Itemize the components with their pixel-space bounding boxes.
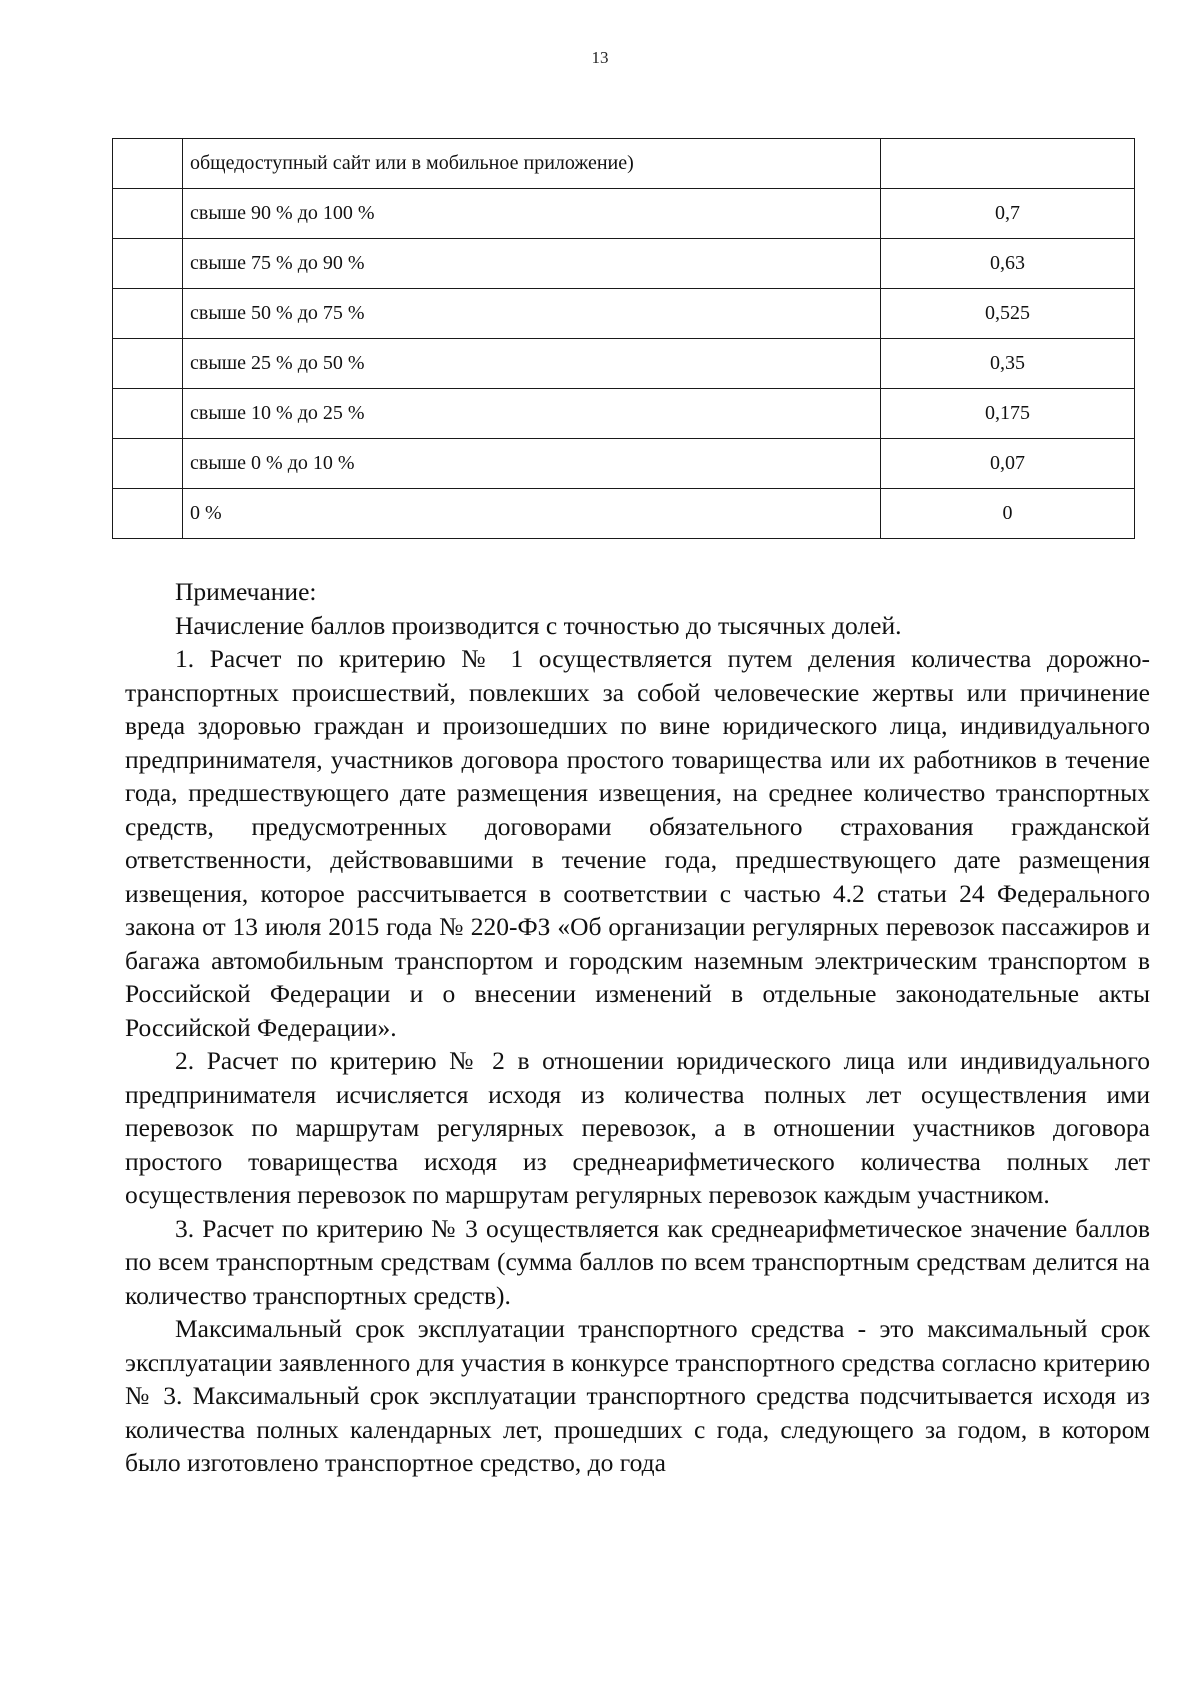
table-row <box>113 239 1135 289</box>
row-description-cell: свыше 0 % до 10 % <box>183 439 881 489</box>
row-description-cell: 0 % <box>183 489 881 539</box>
note-heading: Примечание: <box>175 577 317 606</box>
row-number-cell <box>113 139 183 189</box>
table-row <box>113 389 1135 439</box>
row-value-cell: 0 <box>881 489 1135 539</box>
note-paragraph: 2. Расчет по критерию № 2 в отношении юридического лица или индивидуального предпринимателя исчисляется исходя из количества полных лет осуществления ими перевозок по маршрутам регулярных перевозок, а в отношении участников договора простого товарищества исходя из среднеарифметического количества полных лет осуществления перевозок по маршрутам регулярных перевозок каждым участником. <box>125 1046 1150 1209</box>
row-value-cell: 0,525 <box>881 289 1135 339</box>
table-row <box>113 339 1135 389</box>
row-value-cell: 0,35 <box>881 339 1135 389</box>
row-value-cell <box>881 139 1135 189</box>
page-number: 13 <box>591 48 609 67</box>
criteria-table <box>112 138 1135 539</box>
note-paragraph: Начисление баллов производится с точностью до тысячных долей. <box>175 610 902 640</box>
row-number-cell <box>113 339 183 389</box>
table-row <box>113 289 1135 339</box>
criteria-table-body <box>113 139 1135 539</box>
table-row <box>113 439 1135 489</box>
row-description-cell: свыше 10 % до 25 % <box>183 389 881 439</box>
row-number-cell <box>113 289 183 339</box>
note-paragraph: Максимальный срок эксплуатации транспортного средства - это максимальный срок эксплуатации заявленного для участия в конкурсе транспортного средства согласно критерию № 3. Максимальный срок эксплуатации транспортного средства подсчитывается исходя из количества полных календарных лет, прошедших с года, следующего за годом, в котором было изготовлено транспортное средство, до года <box>125 1314 1150 1477</box>
table-row <box>113 489 1135 539</box>
row-description-cell: свыше 90 % до 100 % <box>183 189 881 239</box>
note-paragraph: 1. Расчет по критерию № 1 осуществляется путем деления количества дорожно-транспортных происшествий, повлекших за собой человеческие жертвы или причинение вреда здоровью граждан и произошедших по вине юридического лица, индивидуального предпринимателя, участников договора простого товарищества или их работников в течение года, предшествующего дате размещения извещения, на среднее количество транспортных средств, предусмотренных договорами обязательного страхования гражданской ответственности, действовавшими в течение года, предшествующего дате размещения извещения, которое рассчитывается в соответствии с частью 4.2 статьи 24 Федерального закона от 13 июля 2015 года № 220-ФЗ «Об организации регулярных перевозок пассажиров и багажа автомобильным транспортом и городским наземным электрическим транспортом в Российской Федерации и о внесении изменений в отдельные законодательные акты Российской Федерации». <box>125 644 1150 1042</box>
row-description-cell: свыше 75 % до 90 % <box>183 239 881 289</box>
row-description-cell: свыше 25 % до 50 % <box>183 339 881 389</box>
row-number-cell <box>113 489 183 539</box>
row-description-cell: свыше 50 % до 75 % <box>183 289 881 339</box>
row-value-cell: 0,07 <box>881 439 1135 489</box>
note-paragraph: 3. Расчет по критерию № 3 осуществляется как среднеарифметическое значение баллов по всем транспортным средствам (сумма баллов по всем транспортным средствам делится на количество транспортных средств). <box>125 1213 1150 1310</box>
row-number-cell <box>113 189 183 239</box>
row-value-cell: 0,7 <box>881 189 1135 239</box>
row-value-cell: 0,63 <box>881 239 1135 289</box>
row-number-cell <box>113 239 183 289</box>
note-section <box>125 575 1150 1480</box>
row-number-cell <box>113 439 183 489</box>
table-row <box>113 139 1135 189</box>
row-value-cell: 0,175 <box>881 389 1135 439</box>
row-number-cell <box>113 389 183 439</box>
row-description-cell: общедоступный сайт или в мобильное приложение) <box>183 139 881 189</box>
table-row <box>113 189 1135 239</box>
